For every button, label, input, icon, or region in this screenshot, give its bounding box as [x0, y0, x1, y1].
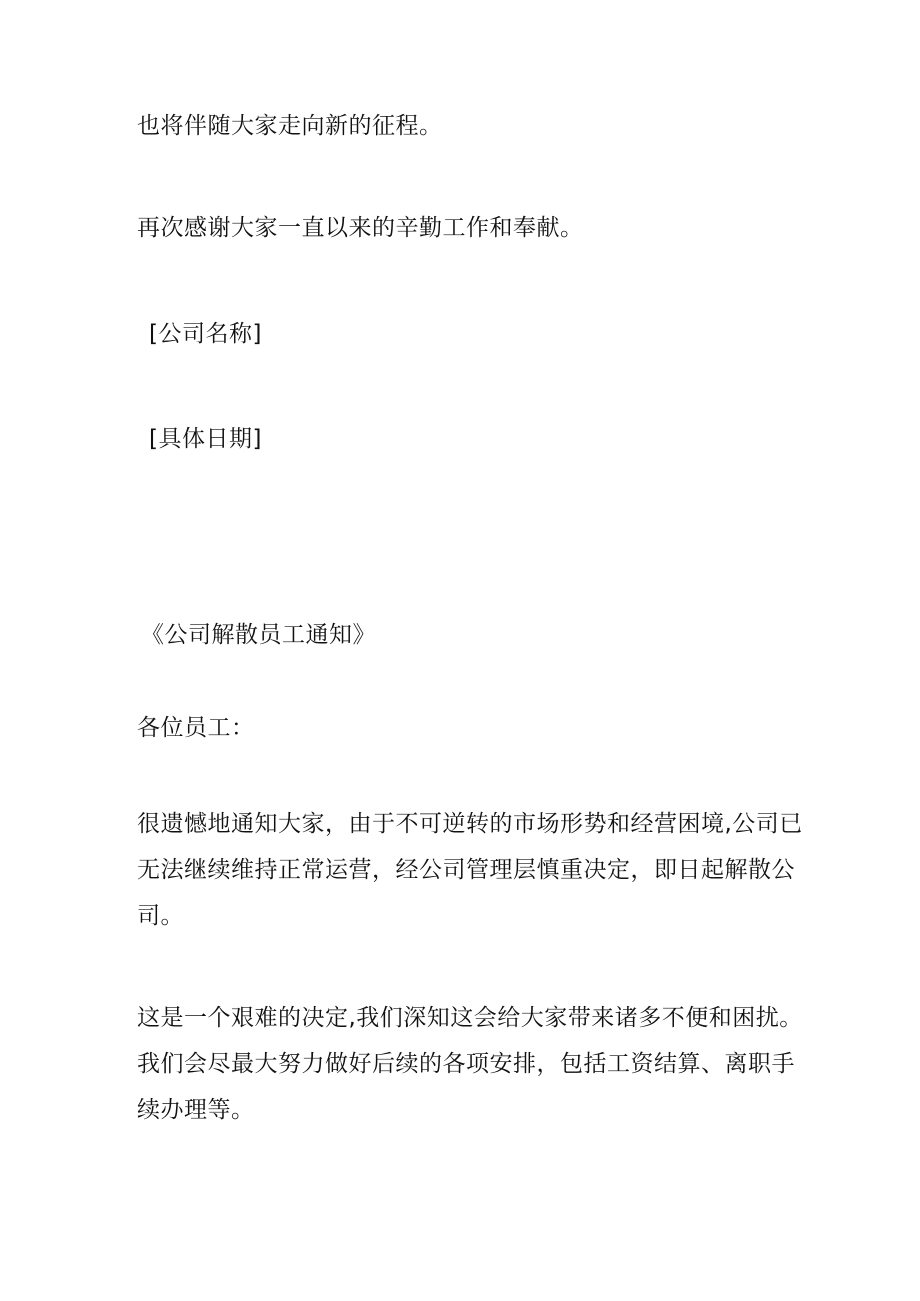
paragraph-2-line-1: 这是一个艰难的决定,我们深知这会给大家带来诸多不便和困扰。 [137, 1005, 803, 1031]
paragraph-1-line-2: 无法继续维持正常运营，经公司管理层慎重决定，即日起解散公 [137, 857, 795, 883]
company-name-placeholder: [公司名称] [149, 321, 262, 347]
closing-line-2: 再次感谢大家一直以来的辛勤工作和奉献。 [137, 215, 584, 241]
notice-title: 《公司解散员工通知》 [141, 622, 376, 648]
closing-line-1: 也将伴随大家走向新的征程。 [137, 113, 443, 139]
paragraph-2-line-2: 我们会尽最大努力做好后续的各项安排，包括工资结算、离职手 [137, 1051, 795, 1077]
paragraph-1-line-3: 司。 [137, 903, 184, 929]
paragraph-1-line-1: 很遗憾地通知大家，由于不可逆转的市场形势和经营困境,公司已 [137, 811, 803, 837]
date-placeholder: [具体日期] [149, 426, 262, 452]
salutation: 各位员工： [137, 715, 255, 741]
paragraph-2-line-3: 续办理等。 [137, 1097, 255, 1123]
